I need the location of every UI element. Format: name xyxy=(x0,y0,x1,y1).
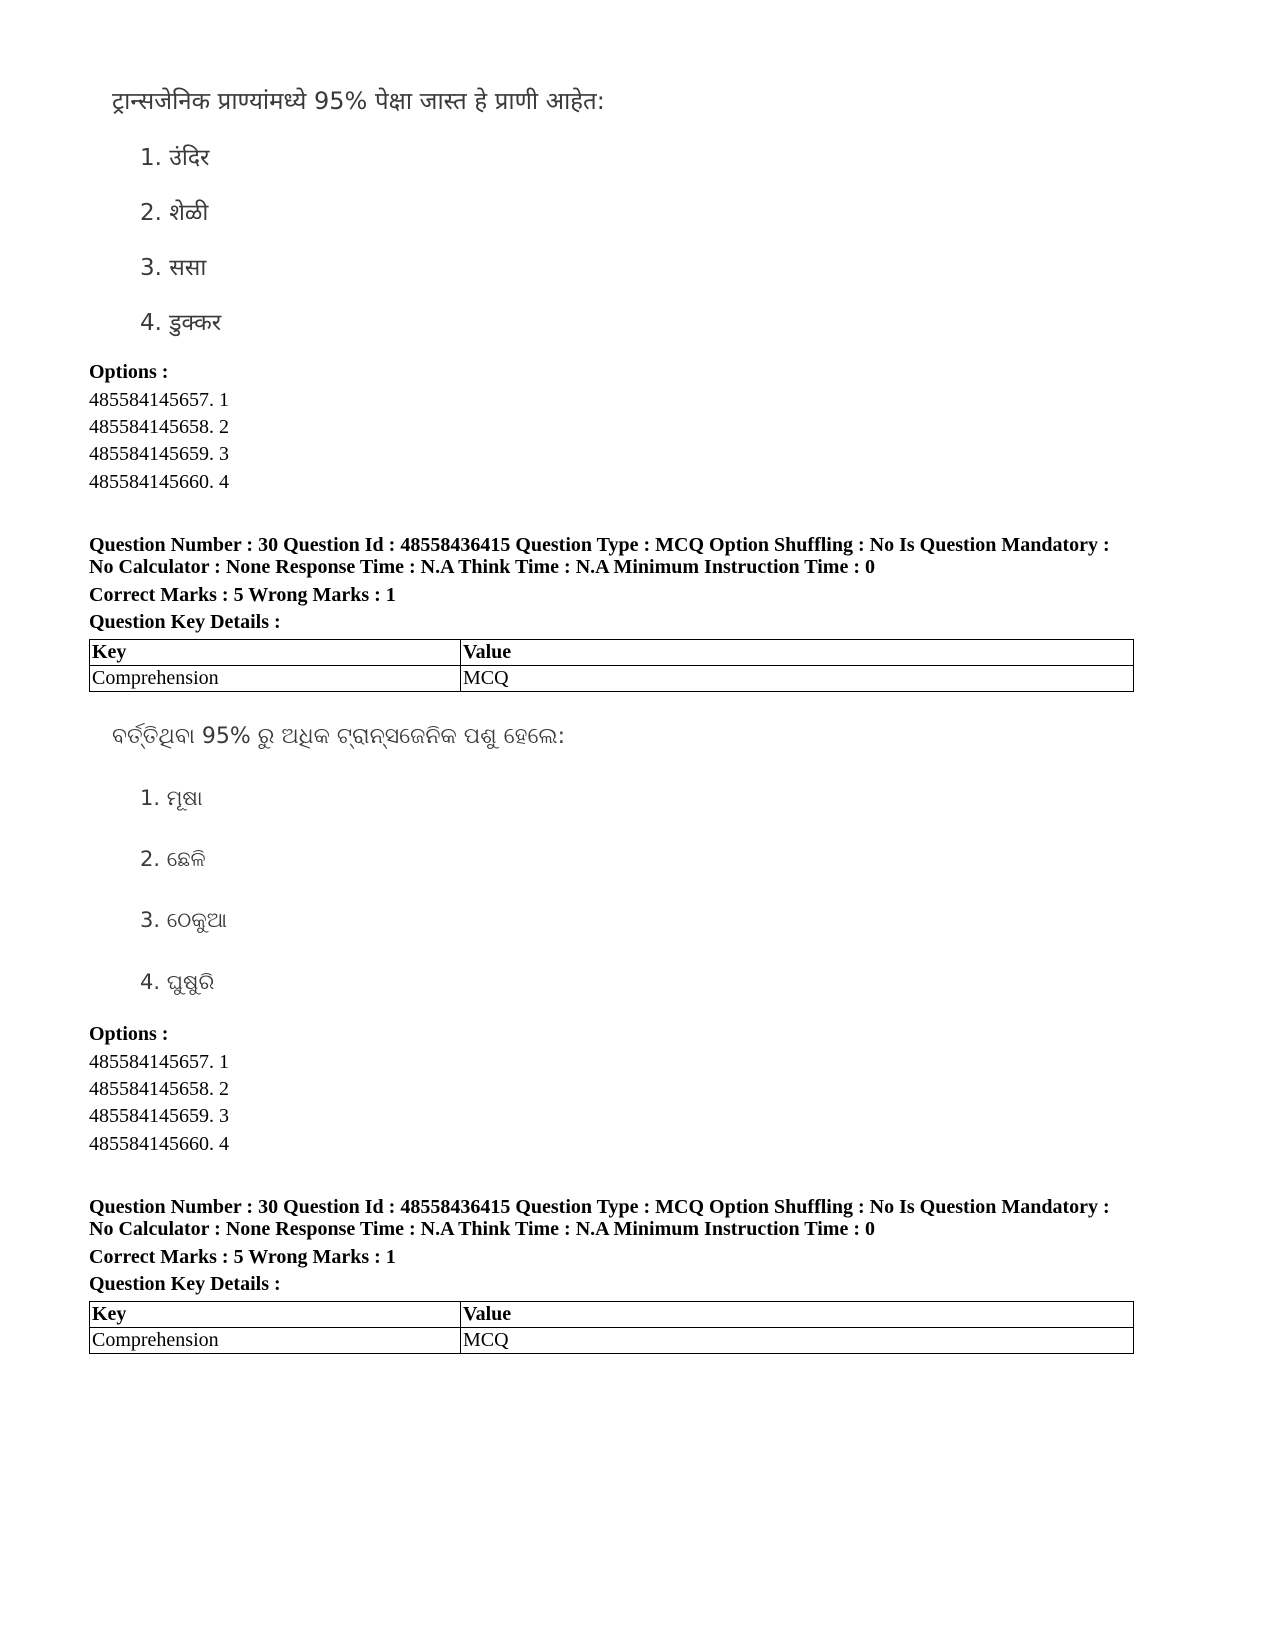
option-line: 485584145658. 2 xyxy=(89,416,229,438)
question-choice: 3. ससा xyxy=(140,255,207,281)
table-header-row xyxy=(90,1302,1134,1328)
question-choice: 2. शेळी xyxy=(140,200,209,226)
question-meta-line: No Calculator : None Response Time : N.A Think Time : N.A Minimum Instruction Time : 0 xyxy=(89,1218,875,1240)
question-choice: 4. ଘୁଷୁରି xyxy=(140,970,215,994)
question-choice: 1. उंदिर xyxy=(140,145,210,171)
table-cell-value: MCQ xyxy=(461,1328,1134,1354)
options-label: Options : xyxy=(89,1023,169,1045)
table-row xyxy=(90,1328,1134,1354)
options-label: Options : xyxy=(89,361,169,383)
question-choice: 2. ଛେଳି xyxy=(140,847,206,871)
option-line: 485584145657. 1 xyxy=(89,1051,229,1073)
option-line: 485584145659. 3 xyxy=(89,443,229,465)
question-image-text-marathi: ट्रान्सजेनिक प्राण्यांमध्ये 95% पेक्षा जास्त हे प्राणी आहेत: xyxy=(112,87,605,115)
table-cell-key: Comprehension xyxy=(90,666,461,692)
table-row xyxy=(90,666,1134,692)
option-line: 485584145658. 2 xyxy=(89,1078,229,1100)
marks-line: Correct Marks : 5 Wrong Marks : 1 xyxy=(89,584,396,606)
question-meta-line: No Calculator : None Response Time : N.A Think Time : N.A Minimum Instruction Time : 0 xyxy=(89,556,875,578)
option-line: 485584145659. 3 xyxy=(89,1105,229,1127)
key-details-table xyxy=(89,639,1134,692)
option-line: 485584145660. 4 xyxy=(89,471,229,493)
table-header-value: Value xyxy=(461,640,1134,666)
table-cell-value: MCQ xyxy=(461,666,1134,692)
key-details-label: Question Key Details : xyxy=(89,611,281,633)
table-cell-key: Comprehension xyxy=(90,1328,461,1354)
question-meta-line: Question Number : 30 Question Id : 48558436415 Question Type : MCQ Option Shuffling : No Is Question Mandatory : xyxy=(89,1196,1110,1218)
table-header-key: Key xyxy=(90,1302,461,1328)
question-choice: 3. ଠେକୁଆ xyxy=(140,908,228,932)
table-header-key: Key xyxy=(90,640,461,666)
question-choice: 4. डुक्कर xyxy=(140,310,222,336)
table-header-value: Value xyxy=(461,1302,1134,1328)
question-meta-line: Question Number : 30 Question Id : 48558436415 Question Type : MCQ Option Shuffling : No Is Question Mandatory : xyxy=(89,534,1110,556)
key-details-table xyxy=(89,1301,1134,1354)
key-details-label: Question Key Details : xyxy=(89,1273,281,1295)
option-line: 485584145657. 1 xyxy=(89,389,229,411)
marks-line: Correct Marks : 5 Wrong Marks : 1 xyxy=(89,1246,396,1268)
option-line: 485584145660. 4 xyxy=(89,1133,229,1155)
table-header-row xyxy=(90,640,1134,666)
question-image-text-odia: ବର୍ତ୍ତିଥିବା 95% ରୁ ଅଧିକ ଟ୍ରାନ୍ସଜେନିକ ପଶୁ ହେଲେ: xyxy=(112,724,566,749)
question-choice: 1. ମୂଷା xyxy=(140,786,203,810)
